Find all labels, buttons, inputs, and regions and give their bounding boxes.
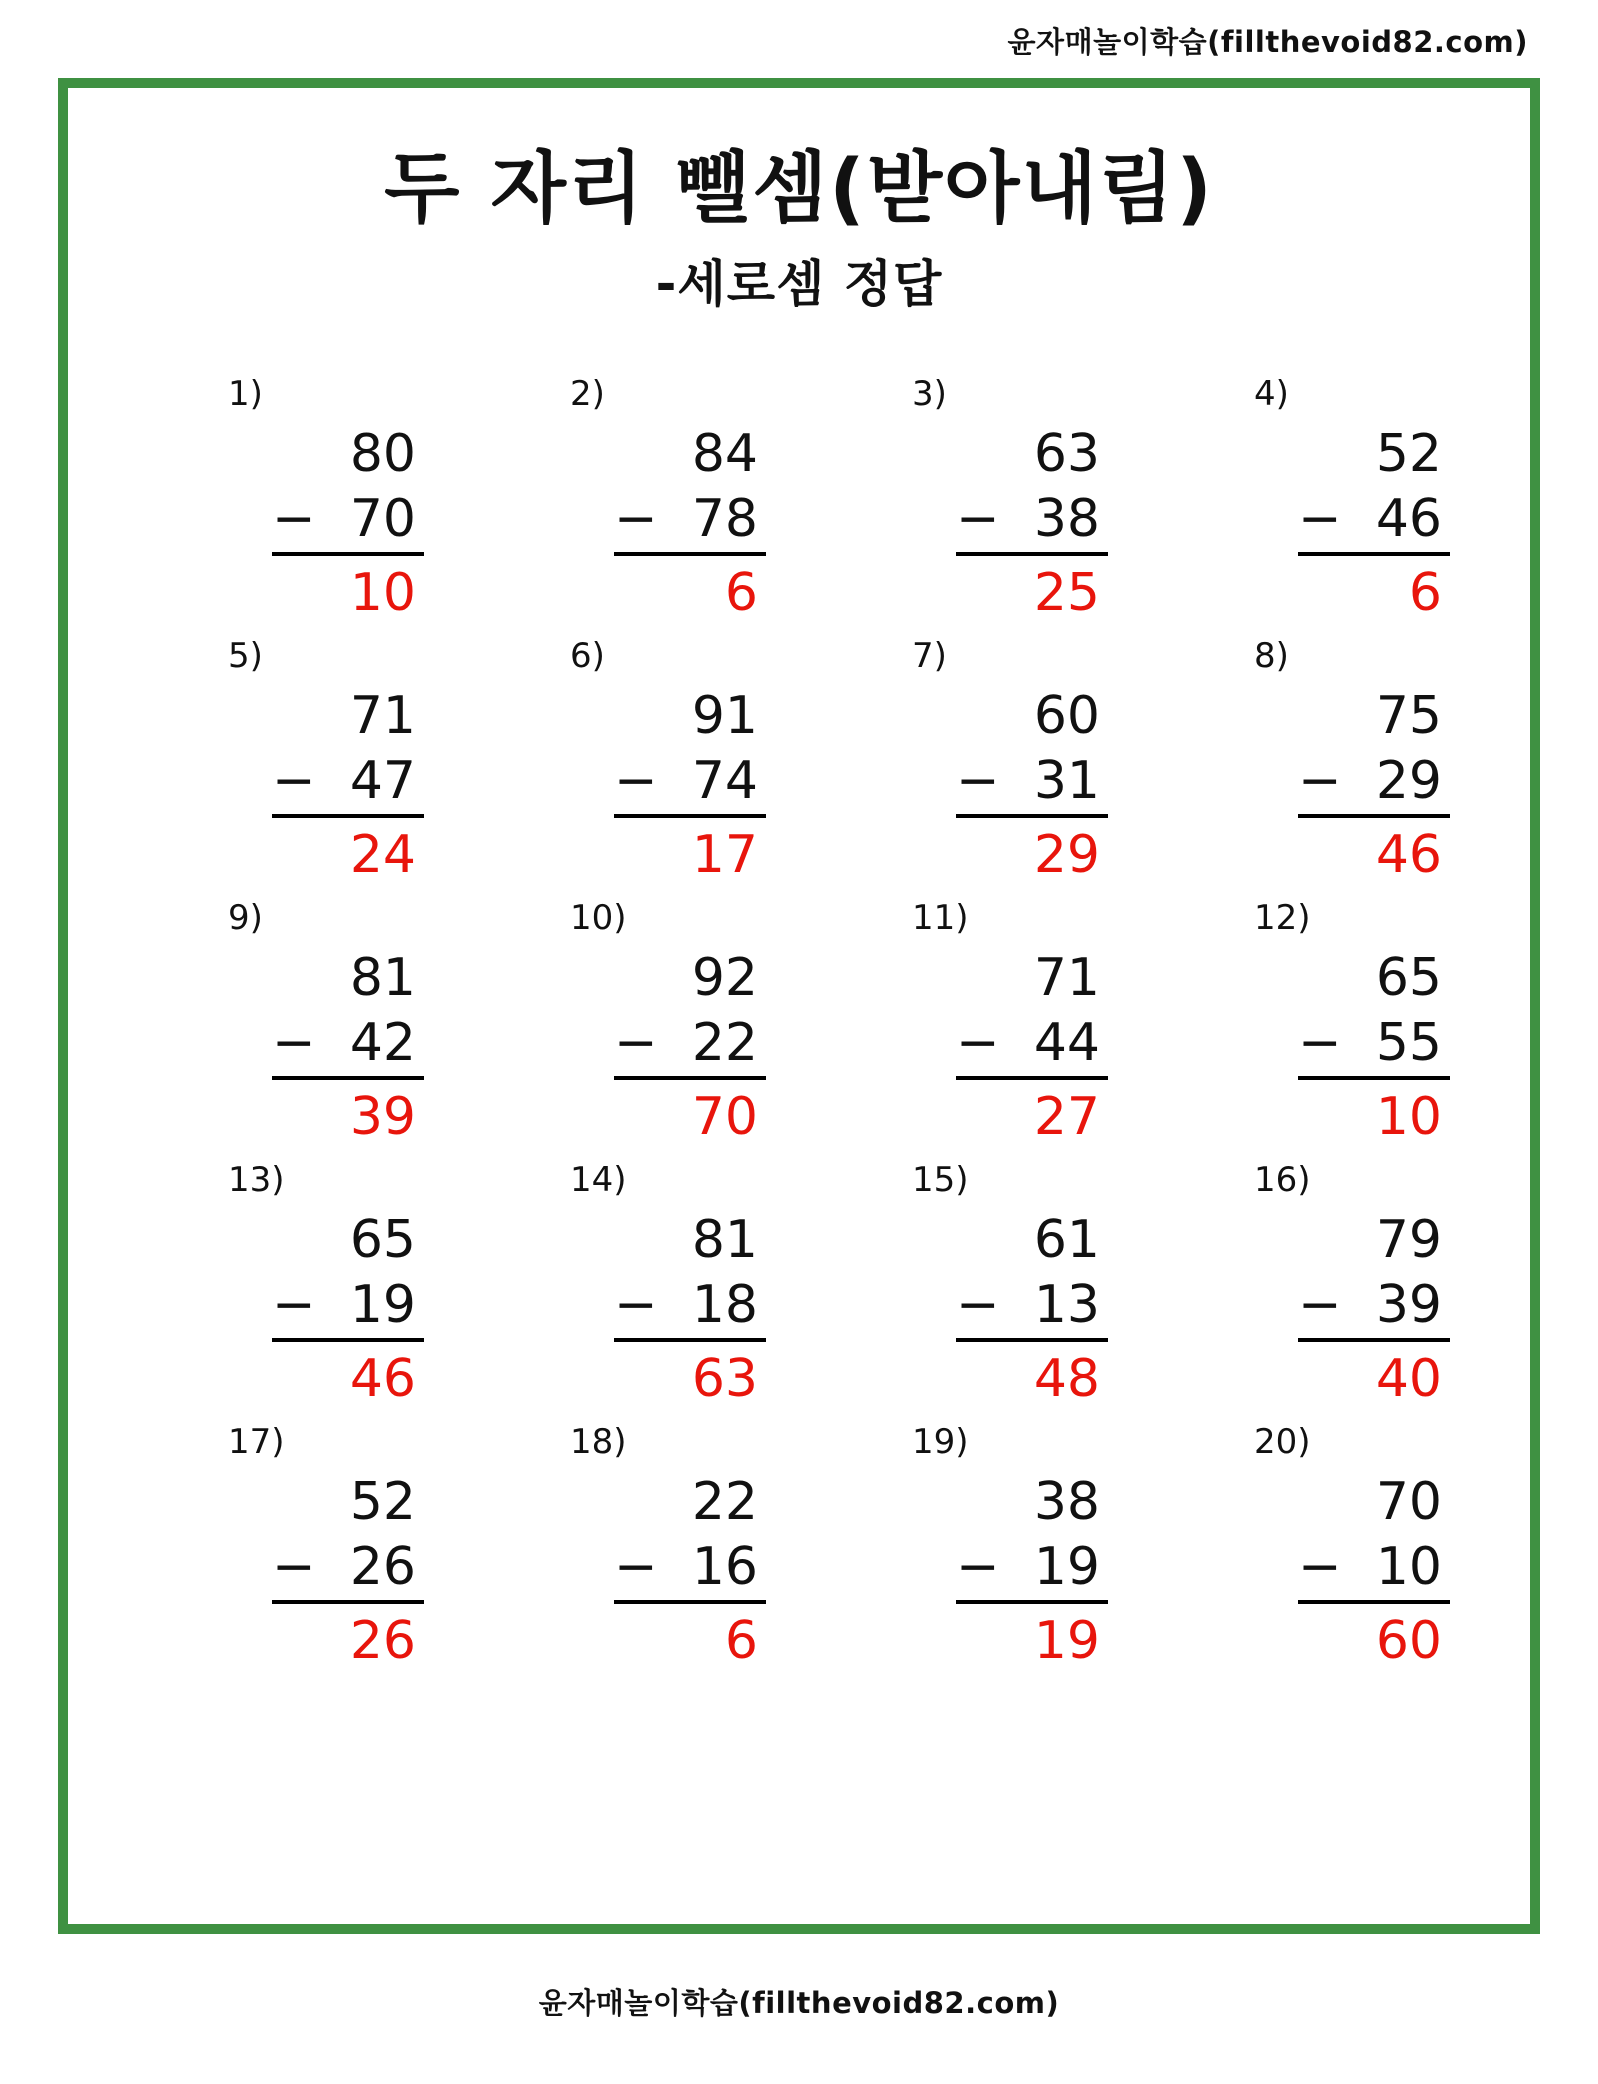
problem-number: 11) bbox=[912, 898, 969, 938]
arithmetic-block bbox=[614, 1470, 766, 1676]
problem bbox=[1254, 636, 1596, 898]
subtrahend-row bbox=[614, 1273, 766, 1342]
subtrahend-row bbox=[614, 1011, 766, 1080]
answer: 10 bbox=[1375, 1087, 1442, 1147]
answer: 63 bbox=[691, 1349, 758, 1409]
arithmetic-block bbox=[272, 684, 424, 890]
problem-number: 14) bbox=[570, 1160, 627, 1200]
arithmetic-block bbox=[956, 1208, 1108, 1414]
answer: 40 bbox=[1375, 1349, 1442, 1409]
minuend: 71 bbox=[1033, 948, 1100, 1008]
arithmetic-block bbox=[956, 422, 1108, 628]
subtrahend-row bbox=[956, 749, 1108, 818]
subtrahend: 38 bbox=[1033, 489, 1100, 549]
minus-sign: − bbox=[1298, 1013, 1342, 1073]
problem bbox=[912, 636, 1254, 898]
subtrahend-row bbox=[956, 1535, 1108, 1604]
problem bbox=[228, 374, 570, 636]
subtrahend: 19 bbox=[1033, 1537, 1100, 1597]
problem bbox=[570, 1422, 912, 1684]
arithmetic-block bbox=[614, 946, 766, 1152]
minuend: 63 bbox=[1033, 424, 1100, 484]
answer: 60 bbox=[1375, 1611, 1442, 1671]
minuend: 65 bbox=[349, 1210, 416, 1270]
problem bbox=[570, 636, 912, 898]
problem bbox=[228, 898, 570, 1160]
arithmetic-block bbox=[1298, 1470, 1450, 1676]
problem-number: 9) bbox=[228, 898, 263, 938]
answer: 25 bbox=[1033, 563, 1100, 623]
problem bbox=[570, 898, 912, 1160]
minuend: 38 bbox=[1033, 1472, 1100, 1532]
problem-number: 8) bbox=[1254, 636, 1289, 676]
minuend: 52 bbox=[349, 1472, 416, 1532]
minus-sign: − bbox=[956, 1537, 1000, 1597]
minus-sign: − bbox=[1298, 1275, 1342, 1335]
minuend: 70 bbox=[1375, 1472, 1442, 1532]
subtrahend-row bbox=[1298, 749, 1450, 818]
answer: 24 bbox=[349, 825, 416, 885]
problem-number: 18) bbox=[570, 1422, 627, 1462]
subtrahend: 18 bbox=[691, 1275, 758, 1335]
minuend: 80 bbox=[349, 424, 416, 484]
arithmetic-block bbox=[272, 422, 424, 628]
answer: 6 bbox=[1408, 563, 1442, 623]
problem-number: 12) bbox=[1254, 898, 1311, 938]
problems-grid bbox=[228, 374, 1530, 1684]
minus-sign: − bbox=[956, 489, 1000, 549]
problem bbox=[228, 1422, 570, 1684]
minuend: 91 bbox=[691, 686, 758, 746]
worksheet-border-frame bbox=[58, 78, 1540, 1934]
arithmetic-block bbox=[272, 1208, 424, 1414]
problem bbox=[1254, 1160, 1596, 1422]
subtrahend: 10 bbox=[1375, 1537, 1442, 1597]
minuend: 60 bbox=[1033, 686, 1100, 746]
answer: 26 bbox=[349, 1611, 416, 1671]
minus-sign: − bbox=[614, 751, 658, 811]
minus-sign: − bbox=[956, 751, 1000, 811]
arithmetic-block bbox=[956, 684, 1108, 890]
subtrahend: 74 bbox=[691, 751, 758, 811]
subtrahend: 26 bbox=[349, 1537, 416, 1597]
subtrahend-row bbox=[1298, 1535, 1450, 1604]
subtrahend-row bbox=[1298, 1011, 1450, 1080]
minuend: 79 bbox=[1375, 1210, 1442, 1270]
problem bbox=[912, 374, 1254, 636]
arithmetic-block bbox=[956, 1470, 1108, 1676]
subtrahend-row bbox=[272, 1273, 424, 1342]
minuend: 65 bbox=[1375, 948, 1442, 1008]
subtrahend: 47 bbox=[349, 751, 416, 811]
minus-sign: − bbox=[614, 489, 658, 549]
site-watermark-top: 윤자매놀이학습(fillthevoid82.com) bbox=[1007, 25, 1528, 59]
problem bbox=[570, 374, 912, 636]
minus-sign: − bbox=[1298, 751, 1342, 811]
arithmetic-block bbox=[956, 946, 1108, 1152]
subtrahend: 46 bbox=[1375, 489, 1442, 549]
answer: 46 bbox=[1375, 825, 1442, 885]
problem-number: 7) bbox=[912, 636, 947, 676]
minuend: 81 bbox=[691, 1210, 758, 1270]
minus-sign: − bbox=[956, 1275, 1000, 1335]
subtrahend-row bbox=[956, 487, 1108, 556]
minus-sign: − bbox=[614, 1275, 658, 1335]
problem-number: 1) bbox=[228, 374, 263, 414]
subtrahend-row bbox=[272, 487, 424, 556]
minuend: 84 bbox=[691, 424, 758, 484]
problem-number: 17) bbox=[228, 1422, 285, 1462]
subtrahend: 44 bbox=[1033, 1013, 1100, 1073]
answer: 17 bbox=[691, 825, 758, 885]
subtrahend: 13 bbox=[1033, 1275, 1100, 1335]
answer: 19 bbox=[1033, 1611, 1100, 1671]
worksheet-title: 두 자리 뺄셈(받아내림) bbox=[384, 144, 1214, 234]
subtrahend-row bbox=[272, 1011, 424, 1080]
subtrahend-row bbox=[272, 749, 424, 818]
problem bbox=[228, 636, 570, 898]
answer: 39 bbox=[349, 1087, 416, 1147]
problem bbox=[912, 1160, 1254, 1422]
minuend: 61 bbox=[1033, 1210, 1100, 1270]
problem-number: 13) bbox=[228, 1160, 285, 1200]
answer: 29 bbox=[1033, 825, 1100, 885]
minuend: 92 bbox=[691, 948, 758, 1008]
minus-sign: − bbox=[272, 751, 316, 811]
problem-number: 5) bbox=[228, 636, 263, 676]
subtrahend: 39 bbox=[1375, 1275, 1442, 1335]
problem-number: 16) bbox=[1254, 1160, 1311, 1200]
minuend: 81 bbox=[349, 948, 416, 1008]
answer: 27 bbox=[1033, 1087, 1100, 1147]
problem bbox=[228, 1160, 570, 1422]
minus-sign: − bbox=[1298, 489, 1342, 549]
answer: 46 bbox=[349, 1349, 416, 1409]
arithmetic-block bbox=[614, 684, 766, 890]
problem bbox=[912, 1422, 1254, 1684]
subtrahend-row bbox=[956, 1011, 1108, 1080]
answer: 6 bbox=[724, 563, 758, 623]
minuend: 52 bbox=[1375, 424, 1442, 484]
problem bbox=[1254, 1422, 1596, 1684]
subtrahend-row bbox=[1298, 1273, 1450, 1342]
subtrahend: 29 bbox=[1375, 751, 1442, 811]
answer: 48 bbox=[1033, 1349, 1100, 1409]
problem-number: 2) bbox=[570, 374, 605, 414]
minus-sign: − bbox=[956, 1013, 1000, 1073]
problem-number: 19) bbox=[912, 1422, 969, 1462]
minus-sign: − bbox=[614, 1537, 658, 1597]
answer: 70 bbox=[691, 1087, 758, 1147]
worksheet-subtitle: -세로셈 정답 bbox=[655, 255, 943, 313]
subtrahend: 31 bbox=[1033, 751, 1100, 811]
site-watermark-bottom: 윤자매놀이학습(fillthevoid82.com) bbox=[538, 1986, 1060, 2020]
subtrahend-row bbox=[956, 1273, 1108, 1342]
minus-sign: − bbox=[272, 1537, 316, 1597]
arithmetic-block bbox=[1298, 684, 1450, 890]
arithmetic-block bbox=[614, 422, 766, 628]
subtrahend-row bbox=[614, 1535, 766, 1604]
problem-number: 6) bbox=[570, 636, 605, 676]
arithmetic-block bbox=[1298, 422, 1450, 628]
problem bbox=[1254, 374, 1596, 636]
problem-number: 4) bbox=[1254, 374, 1289, 414]
arithmetic-block bbox=[272, 1470, 424, 1676]
subtrahend: 70 bbox=[349, 489, 416, 549]
answer: 6 bbox=[724, 1611, 758, 1671]
subtrahend-row bbox=[614, 749, 766, 818]
problem-number: 3) bbox=[912, 374, 947, 414]
minuend: 75 bbox=[1375, 686, 1442, 746]
subtrahend: 19 bbox=[349, 1275, 416, 1335]
subtrahend: 16 bbox=[691, 1537, 758, 1597]
problem-number: 10) bbox=[570, 898, 627, 938]
minus-sign: − bbox=[272, 489, 316, 549]
problem bbox=[570, 1160, 912, 1422]
subtrahend-row bbox=[272, 1535, 424, 1604]
minus-sign: − bbox=[272, 1013, 316, 1073]
minus-sign: − bbox=[614, 1013, 658, 1073]
arithmetic-block bbox=[1298, 1208, 1450, 1414]
subtrahend-row bbox=[614, 487, 766, 556]
arithmetic-block bbox=[1298, 946, 1450, 1152]
subtrahend: 78 bbox=[691, 489, 758, 549]
arithmetic-block bbox=[614, 1208, 766, 1414]
answer: 10 bbox=[349, 563, 416, 623]
minuend: 71 bbox=[349, 686, 416, 746]
arithmetic-block bbox=[272, 946, 424, 1152]
minuend: 22 bbox=[691, 1472, 758, 1532]
subtrahend: 42 bbox=[349, 1013, 416, 1073]
subtrahend: 22 bbox=[691, 1013, 758, 1073]
problem bbox=[912, 898, 1254, 1160]
subtrahend-row bbox=[1298, 487, 1450, 556]
problem-number: 20) bbox=[1254, 1422, 1311, 1462]
problem-number: 15) bbox=[912, 1160, 969, 1200]
minus-sign: − bbox=[272, 1275, 316, 1335]
minus-sign: − bbox=[1298, 1537, 1342, 1597]
subtrahend: 55 bbox=[1375, 1013, 1442, 1073]
problem bbox=[1254, 898, 1596, 1160]
